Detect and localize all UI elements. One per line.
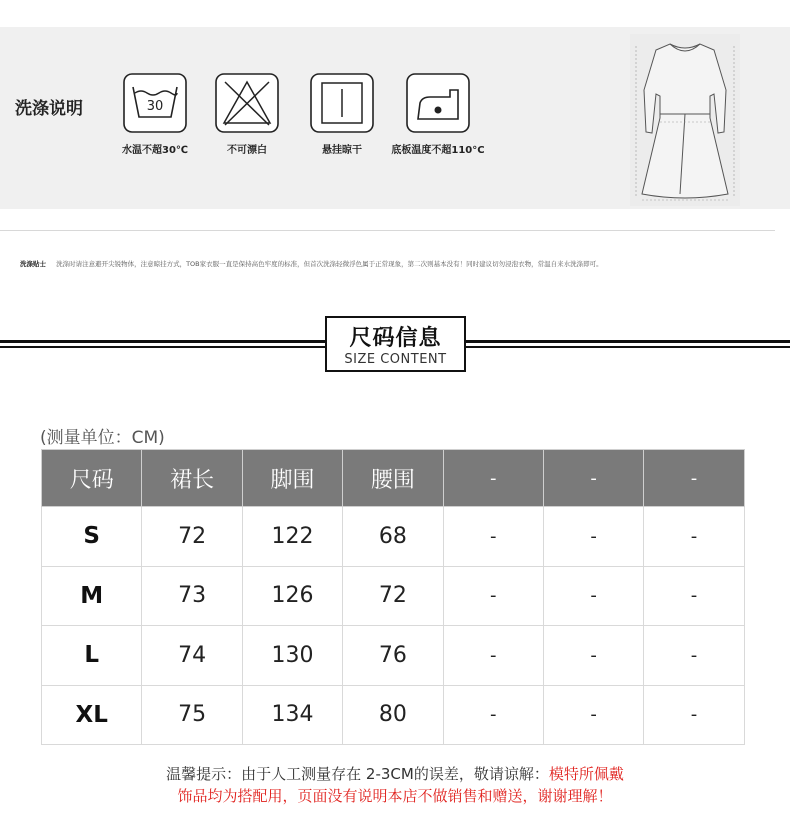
table-header-cell: - bbox=[543, 450, 643, 507]
table-cell-size: L bbox=[42, 626, 142, 686]
table-cell: - bbox=[644, 566, 744, 626]
table-cell: - bbox=[543, 685, 643, 745]
table-cell: - bbox=[443, 566, 543, 626]
measurement-unit-note: (测量单位：CM) bbox=[40, 428, 165, 448]
care-label-bleach: 不可漂白 bbox=[227, 145, 267, 156]
reminder-text-gray: 温馨提示：由于人工测量存在 2-3CM的误差，敬请谅解： bbox=[166, 765, 549, 783]
table-header-cell: 脚围 bbox=[242, 450, 342, 507]
table-cell-size: XL bbox=[42, 685, 142, 745]
size-header-box bbox=[325, 316, 466, 372]
care-label-dry: 悬挂晾干 bbox=[322, 145, 362, 156]
washing-tips bbox=[20, 259, 780, 268]
table-cell: - bbox=[543, 626, 643, 686]
table-cell: 80 bbox=[343, 685, 443, 745]
table-row bbox=[42, 507, 745, 567]
iron-110-icon bbox=[406, 73, 470, 133]
table-row bbox=[42, 685, 745, 745]
table-cell: 73 bbox=[142, 566, 242, 626]
table-row bbox=[42, 566, 745, 626]
table-cell: 130 bbox=[242, 626, 342, 686]
reminder-text-red-line2: 饰品均为搭配用，页面没有说明本店不做销售和赠送，谢谢理解！ bbox=[177, 787, 613, 805]
table-cell: 122 bbox=[242, 507, 342, 567]
washing-tips-title: 洗涤贴士 bbox=[20, 260, 46, 268]
table-cell: - bbox=[543, 566, 643, 626]
dress-measurement-image bbox=[630, 34, 740, 206]
table-cell-size: M bbox=[42, 566, 142, 626]
table-cell: 75 bbox=[142, 685, 242, 745]
table-cell: - bbox=[443, 685, 543, 745]
table-cell: 72 bbox=[343, 566, 443, 626]
reminder-text-red: 模特所佩戴 bbox=[548, 765, 624, 783]
table-cell: 134 bbox=[242, 685, 342, 745]
table-cell: - bbox=[644, 685, 744, 745]
table-header-cell: 腰围 bbox=[343, 450, 443, 507]
no-bleach-icon bbox=[215, 73, 279, 133]
size-table-header-row bbox=[42, 450, 745, 507]
table-cell: 126 bbox=[242, 566, 342, 626]
table-cell: - bbox=[443, 626, 543, 686]
reminder-note bbox=[0, 763, 790, 807]
size-table bbox=[41, 449, 745, 745]
table-cell: 74 bbox=[142, 626, 242, 686]
table-header-cell: - bbox=[443, 450, 543, 507]
table-cell: - bbox=[443, 507, 543, 567]
table-row bbox=[42, 626, 745, 686]
care-label-wash: 水温不超30℃ bbox=[121, 145, 189, 156]
wash-30-icon bbox=[123, 73, 187, 133]
table-header-cell: - bbox=[644, 450, 744, 507]
care-instructions-band bbox=[0, 27, 790, 209]
care-item-bleach bbox=[192, 73, 302, 156]
size-header-title: 尺码信息 bbox=[349, 326, 442, 351]
care-heading: 洗涤说明 bbox=[15, 99, 83, 119]
care-label-iron: 底板温度不超110°C bbox=[391, 145, 485, 156]
care-item-iron bbox=[383, 73, 493, 156]
divider-line bbox=[0, 230, 775, 231]
table-cell: 72 bbox=[142, 507, 242, 567]
care-item-dry bbox=[287, 73, 397, 156]
table-cell: - bbox=[543, 507, 643, 567]
wash-temp-glyph: 30 bbox=[146, 99, 164, 114]
table-header-cell: 裙长 bbox=[142, 450, 242, 507]
table-cell: - bbox=[644, 626, 744, 686]
table-cell: - bbox=[644, 507, 744, 567]
table-header-cell: 尺码 bbox=[42, 450, 142, 507]
table-cell: 68 bbox=[343, 507, 443, 567]
table-cell-size: S bbox=[42, 507, 142, 567]
table-cell: 76 bbox=[343, 626, 443, 686]
hang-dry-icon bbox=[310, 73, 374, 133]
size-header-subtitle: SIZE CONTENT bbox=[344, 352, 447, 367]
washing-tips-text: 洗涤时请注意避开尖锐物体，注意晾挂方式，TOB家衣服一直是保持高色牢度的标准，但首次洗涤轻微浮色属于正常现象，第二次则基本没有！同时建议切勿浸泡衣物，常温自来水洗涤即可。 bbox=[56, 260, 603, 268]
